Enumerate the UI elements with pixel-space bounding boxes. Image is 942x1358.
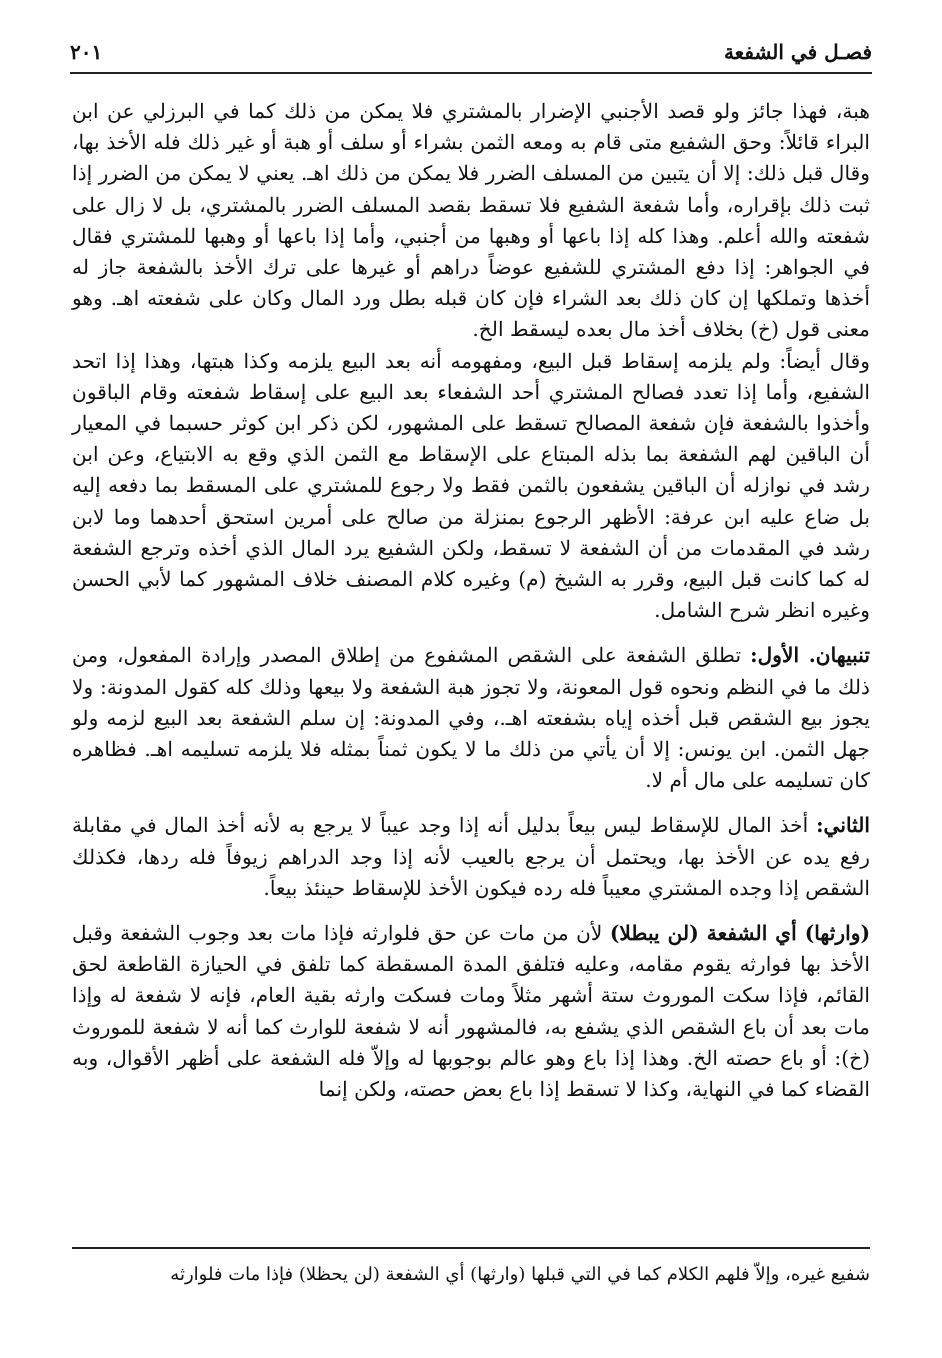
footnote-text: شفيع غيره، وإلاّ فلهم الكلام كما في التي قبلها (وارثها) أي الشفعة (لن يحظلا) فإذا مات فلوارثه bbox=[170, 1264, 870, 1285]
paragraph-4 bbox=[72, 810, 870, 904]
footnote-divider bbox=[72, 1247, 870, 1249]
page-number: ٢٠١ bbox=[70, 40, 103, 64]
paragraph-text: لأن من مات عن حق فلوارثه فإذا مات بعد وجوب الشفعة وقبل الأخذ بها فوارثه يقوم مقامه، وعليه فتلفق المدة المسقطة كما تلفق في الحيازة القاطعة لحق القائم، فإذا سكت الموروث ستة أشهر مثلاً ومات فسكت وارثه بقية العام، فإنه لا شفعة له وإذا مات بعد أن باع الشقص الذي يشفع به، فالمشهور أنه لا شفعة للوارث كما أنه لا شفعة للموروث (خ): أو باع حصته الخ. وهذا إذا باع وهو عالم بوجوبها له وإلاّ فله الشفعة على أظهر الأقوال، وبه القضاء كما في النهاية، وكذا لا تسقط إذا باع بعض حصته، ولكن إنما bbox=[72, 921, 870, 1102]
paragraph-3 bbox=[72, 640, 870, 796]
running-title: فصـل في الشفعة bbox=[723, 40, 872, 64]
paragraph-text: وقال أيضاً: ولم يلزمه إسقاط قبل البيع، ومفهومه أنه بعد البيع يلزمه وكذا هبتها، وهذا إذا اتحد الشفيع، وأما إذا تعدد فصالح المشتري أحد الشفعاء بعد البيع على إسقاط شفعته وقام الباقون وأخذوا بالشفعة فإن شفعة المصالح تسقط على المشهور، لكن ذكر ابن كوثر حسبما في المعيار أن الباقين لهم الشفعة بما بذله المبتاع على الإسقاط مع الثمن الذي وقع به الابتياع، وعن ابن رشد في نوازله أن الباقين يشفعون بالثمن فقط ولا رجوع للمشتري على المسقط بما دفعه إليه بل ضاع عليه ابن عرفة: الأظهر الرجوع بمنزلة من صالح على أمرين استحق أحدهما وما لابن رشد في المقدمات من أن الشفعة لا تسقط، ولكن الشفيع يرد المال الذي أخذه وترجع الشفعة له كما كانت قبل البيع، وقرر به الشيخ (م) وغيره كلام المصنف خلاف المشهور كما لأبي الحسن وغيره انظر شرح الشامل. bbox=[72, 348, 870, 623]
paragraph-text: هبة، فهذا جائز ولو قصد الأجنبي الإضرار بالمشتري فلا يمكن من ذلك كما في البرزلي عن ابن البراء قائلاً: وحق الشفيع متى قام به ومعه الثمن بشراء أو سلف أو هبة أو غير ذلك فله الأخذ بها، وقال قبل ذلك: إلا أن يتبين من المسلف الضرر فلا يمكن من ذلك اهـ. يعني لا يمكن من الضرر إذا ثبت ذلك بإقراره، وأما شفعة الشفيع فلا تسقط بقصد المسلف الضرر بالمشتري، بل لا زال على شفعته والله أعلم. وهذا كله إذا باعها أو وهبها من أجنبي، وأما إذا باعها أو وهبها للمشتري فقال في الجواهر: إذا دفع المشتري للشفيع عوضاً دراهم أو غيرها على ترك الأخذ بالشفعة جاز له أخذها وتملكها إن كان ذلك بعد الشراء فإن كان قبله بطل ورد المال وكان على شفعته اهـ. وهو معنى قول (خ) بخلاف أخذ مال بعده ليسقط الخ. bbox=[72, 99, 870, 342]
page-header bbox=[70, 40, 872, 74]
paragraph-2 bbox=[72, 346, 870, 627]
paragraph-lead: تنبيهان. الأول: bbox=[750, 643, 870, 668]
paragraph-text: تطلق الشفعة على الشقص المشفوع من إطلاق المصدر وإرادة المفعول، ومن ذلك ما في النظم ونحوه قول المعونة، ولا تجوز هبة الشفعة ولا بيعها وذلك كله كقول المدونة: ولا يجوز بيع الشقص قبل أخذه إياه بشفعته اهـ.، وفي المدونة: إن سلم الشفعة بعد البيع لزمه ولو جهل الثمن. ابن يونس: إلا أن يأتي من ذلك ما لا يكون ثمناً بمثله فلا يلزمه تسليمه اهـ. فظاهره كان تسليمه على مال أم لا. bbox=[72, 643, 870, 793]
paragraph-lead: الثاني: bbox=[816, 813, 870, 838]
paragraph-lead: (وارثها) أي الشفعة (لن يبطلا) bbox=[609, 921, 871, 946]
paragraph-text: أخذ المال للإسقاط ليس بيعاً بدليل أنه إذا وجد عيباً لا يرجع به لأنه أخذ المال في مقابلة رفع يده عن الأخذ بها، ويحتمل أن يرجع بالعيب لأنه إذا وجد الدراهم زيوفاً فله ردها، فكذلك الشقص إذا وجده المشتري معيباً فله رده فيكون الأخذ للإسقاط حينئذ بيعاً. bbox=[72, 813, 870, 900]
paragraph-1 bbox=[72, 96, 870, 346]
footnote bbox=[72, 1262, 870, 1288]
main-text bbox=[72, 96, 870, 1105]
paragraph-5 bbox=[72, 918, 870, 1105]
